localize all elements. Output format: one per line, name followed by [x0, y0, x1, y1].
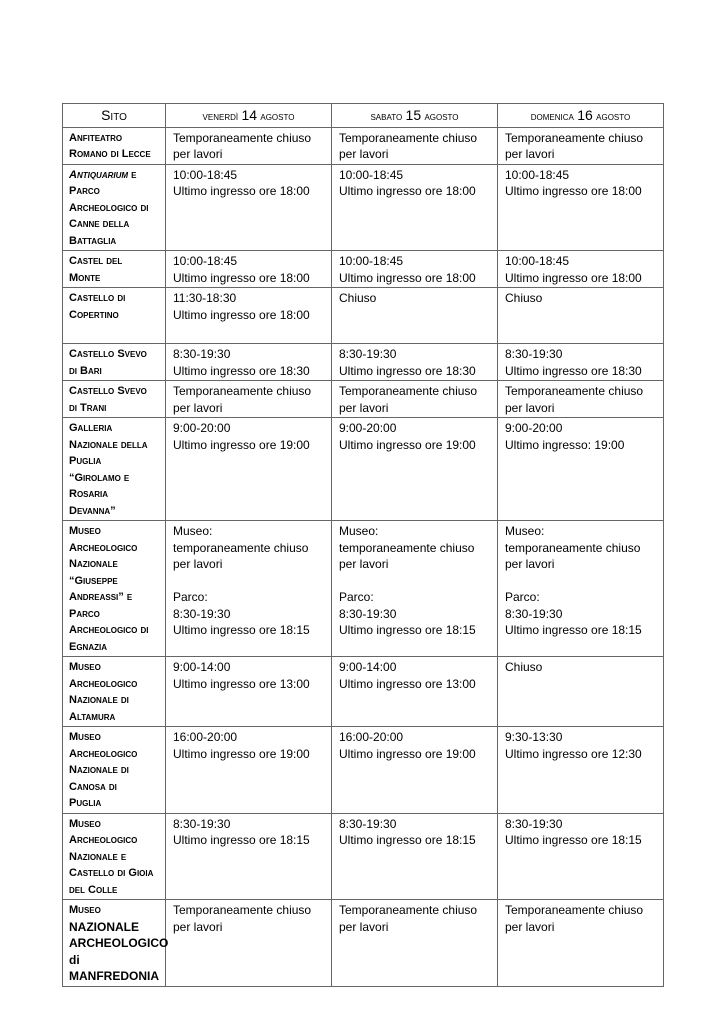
saturday-cell [332, 288, 498, 344]
hours-line: per lavori [505, 400, 555, 415]
hours-line: Ultimo ingresso ore 18:15 [173, 833, 310, 847]
saturday-cell [332, 521, 498, 657]
hours-line: Temporaneamente chiuso [339, 384, 478, 398]
hours-line: Parco: [505, 590, 540, 604]
hours-line: Parco: [173, 590, 208, 604]
table-row [63, 727, 664, 814]
hours-line: 8:30-19:30 [339, 606, 397, 621]
site-name-line: NAZIONALE [69, 919, 139, 934]
hours-line: 8:30-19:30 [173, 606, 231, 621]
hours-line: Ultimo ingresso: 19:00 [505, 437, 625, 452]
hours-line: Ultimo ingresso ore 18:30 [339, 363, 476, 378]
hours-line: Ultimo ingresso ore 18:00 [173, 184, 310, 198]
friday-cell [166, 164, 332, 251]
hours-line: Museo: [339, 524, 379, 538]
hours-line: Ultimo ingresso ore 18:30 [173, 363, 310, 378]
hours-line: Ultimo ingresso ore 18:00 [339, 184, 476, 198]
site-name-line: Antiquarium e [69, 168, 137, 181]
hours-line: Temporaneamente chiuso [173, 903, 312, 917]
table-body [63, 127, 664, 986]
hours-line: 8:30-19:30 [173, 347, 231, 361]
sunday-cell [498, 900, 664, 987]
header-sunday: domenica 16 agosto [498, 104, 664, 128]
site-name-cell [63, 127, 166, 164]
hours-line: 16:00-20:00 [339, 730, 404, 744]
saturday-cell [332, 251, 498, 288]
site-name-line: Museo [69, 525, 101, 537]
hours-line: Temporaneamente chiuso [173, 130, 312, 145]
hours-line: 8:30-19:30 [505, 816, 563, 831]
header-friday: venerdì 14 agosto [166, 104, 332, 128]
saturday-cell [332, 900, 498, 987]
friday-cell [166, 381, 332, 418]
hours-line: per lavori [339, 147, 389, 161]
site-name-line: Museo [69, 661, 101, 673]
friday-cell [166, 900, 332, 987]
table-row [63, 418, 664, 521]
table-row [63, 657, 664, 727]
hours-line: Ultimo ingresso ore 18:15 [339, 623, 476, 637]
hours-line: Temporaneamente chiuso [505, 903, 644, 917]
hours-line: 16:00-20:00 [173, 730, 238, 744]
site-name-line: Nazionale di [69, 764, 129, 776]
site-name-line: Puglia [69, 797, 102, 809]
table-row [63, 813, 664, 900]
site-name-line: Romano di Lecce [69, 148, 151, 160]
hours-line: per lavori [173, 557, 223, 571]
table-row [63, 344, 664, 381]
hours-line: Ultimo ingresso ore 18:30 [505, 363, 642, 378]
site-name-line: Nazionale di [69, 694, 129, 706]
hours-line: 10:00-18:45 [339, 167, 404, 182]
site-name-cell [63, 288, 166, 344]
hours-line: Temporaneamente chiuso [339, 903, 478, 917]
hours-line: Ultimo ingresso ore 19:00 [339, 746, 476, 761]
hours-line: per lavori [339, 557, 389, 571]
hours-line [505, 573, 661, 590]
site-name-line: Parco [69, 185, 100, 197]
site-name-line: Rosaria [69, 488, 109, 500]
hours-line: Ultimo ingresso ore 19:00 [173, 746, 310, 761]
site-name-line: Puglia [69, 455, 102, 467]
table-row [63, 288, 664, 344]
site-name-line: Castello di [69, 292, 126, 304]
hours-line: Chiuso [339, 291, 377, 305]
header-saturday: sabato 15 agosto [332, 104, 498, 128]
saturday-cell [332, 344, 498, 381]
sunday-cell [498, 418, 664, 521]
site-name-line: Archeologico [69, 677, 138, 690]
site-name-cell [63, 418, 166, 521]
sunday-cell [498, 127, 664, 164]
hours-line: Ultimo ingresso ore 13:00 [173, 676, 310, 691]
hours-line: Ultimo ingresso ore 13:00 [339, 676, 476, 691]
saturday-cell [332, 127, 498, 164]
site-name-line: ARCHEOLOGICO [69, 936, 169, 950]
hours-line: 8:30-19:30 [339, 347, 397, 361]
site-name-cell [63, 521, 166, 657]
hours-line: 10:00-18:45 [505, 167, 570, 182]
hours-line: per lavori [339, 400, 389, 415]
hours-line: 10:00-18:45 [339, 254, 404, 268]
site-name-line: MANFREDONIA [69, 969, 159, 983]
saturday-cell [332, 657, 498, 727]
site-name-line: Canosa di [69, 780, 117, 793]
hours-line: Ultimo ingresso ore 19:00 [339, 437, 476, 452]
site-name-line: Copertino [69, 308, 119, 321]
header-site: Sito [63, 104, 166, 128]
table-row [63, 251, 664, 288]
site-name-line: Castello di Gioia [69, 867, 154, 879]
site-name-line: Archeologico [69, 834, 138, 846]
site-name-line: Devanna” [69, 504, 116, 517]
hours-line: 9:00-20:00 [173, 421, 231, 435]
hours-line [173, 573, 329, 590]
site-name-line: Castello Svevo [69, 385, 147, 397]
hours-line: per lavori [505, 919, 555, 934]
hours-line: Ultimo ingresso ore 19:00 [173, 437, 310, 452]
hours-line: temporaneamente chiuso [339, 540, 475, 555]
hours-line: per lavori [505, 147, 555, 161]
site-name-cell [63, 344, 166, 381]
hours-line: 9:30-13:30 [505, 730, 563, 744]
saturday-cell [332, 727, 498, 814]
sunday-cell [498, 521, 664, 657]
site-name-line: Archeologico [69, 747, 138, 760]
sunday-cell [498, 727, 664, 814]
hours-line: 8:30-19:30 [505, 347, 563, 361]
saturday-cell [332, 813, 498, 900]
saturday-cell [332, 381, 498, 418]
site-name-line: “Girolamo e [69, 471, 130, 484]
hours-line: 9:00-14:00 [339, 660, 397, 674]
site-name-line: Andreassi” e [69, 591, 133, 603]
site-name-line: Archeologico di [69, 201, 149, 214]
hours-line: Temporaneamente chiuso [339, 130, 478, 145]
site-name-line: Battaglia [69, 234, 117, 247]
hours-line: 8:30-19:30 [505, 606, 563, 621]
hours-line: 11:30-18:30 [173, 291, 237, 305]
site-name-line: Egnazia [69, 640, 108, 653]
site-name-cell [63, 164, 166, 251]
hours-line: per lavori [173, 919, 223, 934]
site-name-cell [63, 813, 166, 900]
hours-line [339, 573, 495, 590]
site-name-line: Archeologico [69, 541, 138, 554]
site-name-line: Castel del [69, 255, 123, 267]
friday-cell [166, 657, 332, 727]
table-row [63, 164, 664, 251]
hours-line: temporaneamente chiuso [173, 540, 309, 555]
site-name-line: Anfiteatro [69, 131, 123, 144]
site-name-cell [63, 381, 166, 418]
hours-line: Ultimo ingresso ore 12:30 [505, 746, 642, 761]
hours-line: 9:00-20:00 [505, 421, 563, 435]
saturday-cell [332, 164, 498, 251]
site-name-line: di [69, 952, 80, 967]
friday-cell [166, 344, 332, 381]
hours-line: per lavori [173, 147, 223, 161]
site-name-cell [63, 900, 169, 987]
site-name-line: Nazionale della [69, 438, 148, 451]
friday-cell [166, 727, 332, 814]
hours-line: Ultimo ingresso ore 18:00 [339, 270, 476, 285]
hours-line: Ultimo ingresso ore 18:00 [505, 270, 642, 285]
table-row [63, 900, 664, 987]
hours-line: Ultimo ingresso ore 18:15 [173, 623, 310, 637]
table-row [63, 381, 664, 418]
site-name-line: del Colle [69, 883, 118, 896]
site-name-line: Nazionale [69, 558, 118, 570]
friday-cell [166, 251, 332, 288]
hours-line: per lavori [173, 400, 223, 415]
site-name-line: Canne della [69, 218, 130, 230]
site-name-line: di Bari [69, 364, 102, 377]
site-name-line: Museo [69, 904, 101, 916]
hours-line: 8:30-19:30 [173, 816, 231, 831]
site-name-line: Parco [69, 607, 100, 620]
site-name-line: “Giuseppe [69, 574, 118, 587]
table-row [63, 127, 664, 164]
hours-line: 10:00-18:45 [173, 254, 238, 268]
hours-line: Temporaneamente chiuso [173, 384, 312, 398]
hours-line: Ultimo ingresso ore 18:15 [339, 833, 476, 847]
site-name-line: Archeologico di [69, 624, 149, 636]
sunday-cell [498, 288, 664, 344]
hours-line: Temporaneamente chiuso [505, 384, 644, 398]
hours-line: Museo: [505, 524, 545, 538]
friday-cell [166, 813, 332, 900]
hours-line: temporaneamente chiuso [505, 540, 641, 555]
opening-hours-table [62, 103, 664, 987]
hours-line: Ultimo ingresso ore 18:15 [505, 833, 642, 847]
table-row [63, 521, 664, 657]
hours-line: per lavori [505, 557, 555, 571]
hours-line: Ultimo ingresso ore 18:00 [173, 270, 310, 285]
saturday-cell [332, 418, 498, 521]
sunday-cell [498, 657, 664, 727]
site-name-line: Galleria [69, 422, 113, 434]
hours-line: 9:00-20:00 [339, 421, 397, 435]
site-name-cell [63, 251, 166, 288]
hours-line: Ultimo ingresso ore 18:15 [505, 623, 642, 637]
hours-line: Chiuso [505, 291, 543, 305]
header-row [63, 104, 664, 128]
hours-line: per lavori [339, 919, 389, 934]
hours-line: 8:30-19:30 [339, 816, 397, 831]
site-name-cell [63, 727, 166, 814]
site-name-line: Castello Svevo [69, 348, 147, 360]
site-name-line: Monte [69, 271, 101, 284]
friday-cell [166, 418, 332, 521]
sunday-cell [498, 381, 664, 418]
site-name-line: Altamura [69, 710, 116, 723]
sunday-cell [498, 164, 664, 251]
friday-cell [166, 521, 332, 657]
hours-line: Temporaneamente chiuso [505, 130, 644, 145]
hours-line: Museo: [173, 524, 213, 538]
site-name-line: Museo [69, 817, 101, 830]
friday-cell [166, 288, 332, 344]
site-name-line: di Trani [69, 401, 107, 414]
hours-line: Ultimo ingresso ore 18:00 [173, 307, 310, 322]
site-name-italic: Antiquarium [69, 168, 129, 181]
site-name-line: Nazionale e [69, 850, 127, 863]
hours-line: Parco: [339, 590, 374, 604]
hours-line: Ultimo ingresso ore 18:00 [505, 184, 642, 198]
sunday-cell [498, 344, 664, 381]
hours-line: 9:00-14:00 [173, 660, 231, 674]
hours-line: 10:00-18:45 [505, 254, 570, 268]
site-name-cell [63, 657, 166, 727]
sunday-cell [498, 813, 664, 900]
site-name-line: Museo [69, 731, 101, 743]
hours-line: 10:00-18:45 [173, 167, 238, 182]
friday-cell [166, 127, 332, 164]
sunday-cell [498, 251, 664, 288]
hours-line: Chiuso [505, 660, 543, 674]
